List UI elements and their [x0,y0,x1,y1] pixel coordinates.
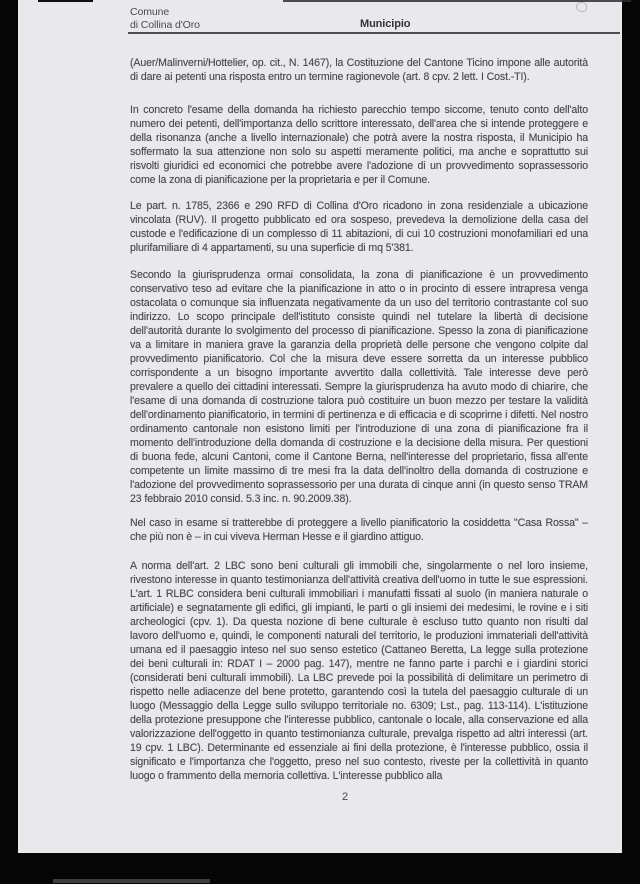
sender-line1: Comune [130,6,170,18]
scan-artifact-bottom-strip [53,879,210,883]
scan-artifact-smudge [576,2,587,12]
header-divider [128,32,620,34]
paragraph-parcels: Le part. n. 1785, 2366 e 290 RFD di Collina d'Oro ricadono in zona residenziale a ubicazione vincolata (RUV). Il progetto pubblicato ed ora sospeso, prevedeva la demolizione della casa del custode e l'edificazione di un complesso di 11 abitazioni, di cui 10 costruzioni monofamiliari ed una plurifamiliare di 4 appartamenti, su una superficie di mq 5'381. [130,200,588,254]
paragraph-beni-culturali: A norma dell'art. 2 LBC sono beni culturali gli immobili che, singolarmente o nel loro insieme, rivestono interesse in quanto testimonianza dell'attività creativa dell'uomo in tutte le sue espressioni. L'art. 1 RLBC considera beni culturali immobiliari i manufatti fissati al suolo (in maniera naturale o artificiale) e segnatamente gli edifici, gli impianti, le parti o gli insiemi dei medesimi, le rovine e i siti archeologici (cpv. 1). Da questa nozione di bene culturale è escluso tutto quanto non risulti dal lavoro dell'uomo e, quindi, le componenti naturali del territorio, le produzioni immateriali dell'attività umana ed il paesaggio inteso nel suo senso estetico (Cattaneo Beretta, La legge sulla protezione dei beni culturali in: RDAT I – 2000 pag. 147), mentre ne fanno parte i parchi e i giardini storici (considerati beni culturali immobili). La LBC prevede poi la possibilità di delimitare un perimetro di rispetto nelle adiacenze del bene protetto, garantendo così la tutela del paesaggio culturale di un luogo (Messaggio della Legge sullo sviluppo territoriale no. 6309; Lst., pag. 113-114). L'istituzione della protezione presuppone che l'interesse pubblico, cantonale o locale, alla conservazione ed alla valorizzazione dell'oggetto in quanto testimonianza culturale, prevalga rispetto ad altri interessi (art. 19 cpv. 1 LBC). Determinante ed essenziale ai fini della protezione, è l'interesse pubblico, ossia il significato e l'importanza che l'oggetto, preso nel suo contesto, riveste per la collettività in quanto luogo o frammento della memoria collettiva. L'interesse pubblico alla [130,560,588,782]
sender-identity [130,6,200,32]
sender-line2: di Collina d'Oro [130,19,200,31]
page-number: 2 [341,791,349,803]
paragraph-giurisprudenza: Secondo la giurisprudenza ormai consolidata, la zona di pianificazione è un provvedimento conservativo teso ad evitare che la pianificazione in atto o in procinto di essere intrapresa venga ostacolata o comunque sia influenzata negativamente da un uso del territorio contrastante col suo indirizzo. Lo scopo principale dell'istituto consiste quindi nel tutelare la libertà di decisione dell'autorità durante lo svolgimento del processo di pianificazione. Spesso la zona di pianificazione va a limitare in maniera grave la garanzia della proprietà delle persone che vengono colpite dal provvedimento pianificatorio. Col che la misura deve essere sorretta da un interesse pubblico corrispondente a un bisogno importante avvertito dalla collettività. Tale interesse deve però prevalere a quello dei cittadini interessati. Sempre la giurisprudenza ha avuto modo di chiarire, che l'esame di una domanda di costruzione talora può costituire un buon mezzo per testare la validità dell'ordinamento pianificatorio, in termini di pertinenza e di efficacia e di scoprirne i difetti. Nel nostro ordinamento cantonale non esistono limiti per l'introduzione di una zona di pianificazione fra il momento dell'introduzione della domanda di costruzione e la decisione della misura. Per questioni di buona fede, alcuni Cantoni, come il Cantone Berna, nell'interesse del proprietario, fissa all'ente competente un limite massimo di tre mesi fra la data dell'inoltro della domanda di costruzione e l'adozione del provvedimento soprassessorio per una durata di cinque anni (in questo senso TRAM 23 febbraio 2010 consid. 5.3 inc. n. 90.2009.38). [130,269,588,505]
paragraph-citation: (Auer/Malinverni/Hottelier, op. cit., N. 1467), la Costituzione del Cantone Ticino impone alle autorità di dare ai petenti una risposta entro un termine ragionevole (art. 8 cpv. 2 lett. I Cost.-TI). [130,57,588,83]
document-page [18,0,622,853]
paragraph-casa-rossa: Nel caso in esame si tratterebbe di proteggere a livello pianificatorio la cosiddetta "Casa Rossa" – che più non è – in cui viveva Herman Hesse e il giardino attiguo. [130,517,588,543]
scan-artifact-top-left-strip [38,0,93,2]
office-title: Municipio [360,18,411,30]
paragraph-in-concreto: In concreto l'esame della domanda ha richiesto parecchio tempo siccome, tenuto conto dell'alto numero dei petenti, dell'importanza dello scrittore interessato, dell'area che si intende proteggere e della risonanza (anche a livello internazionale) che potrà avere la nostra risposta, il Municipio ha soffermato la sua attenzione non solo su aspetti meramente politici, ma anche e soprattutto sui risvolti giuridici ed economici che potrebbe avere l'adozione di un provvedimento soprassessorio come la zona di pianificazione per la proprietaria e per il Comune. [130,104,588,186]
